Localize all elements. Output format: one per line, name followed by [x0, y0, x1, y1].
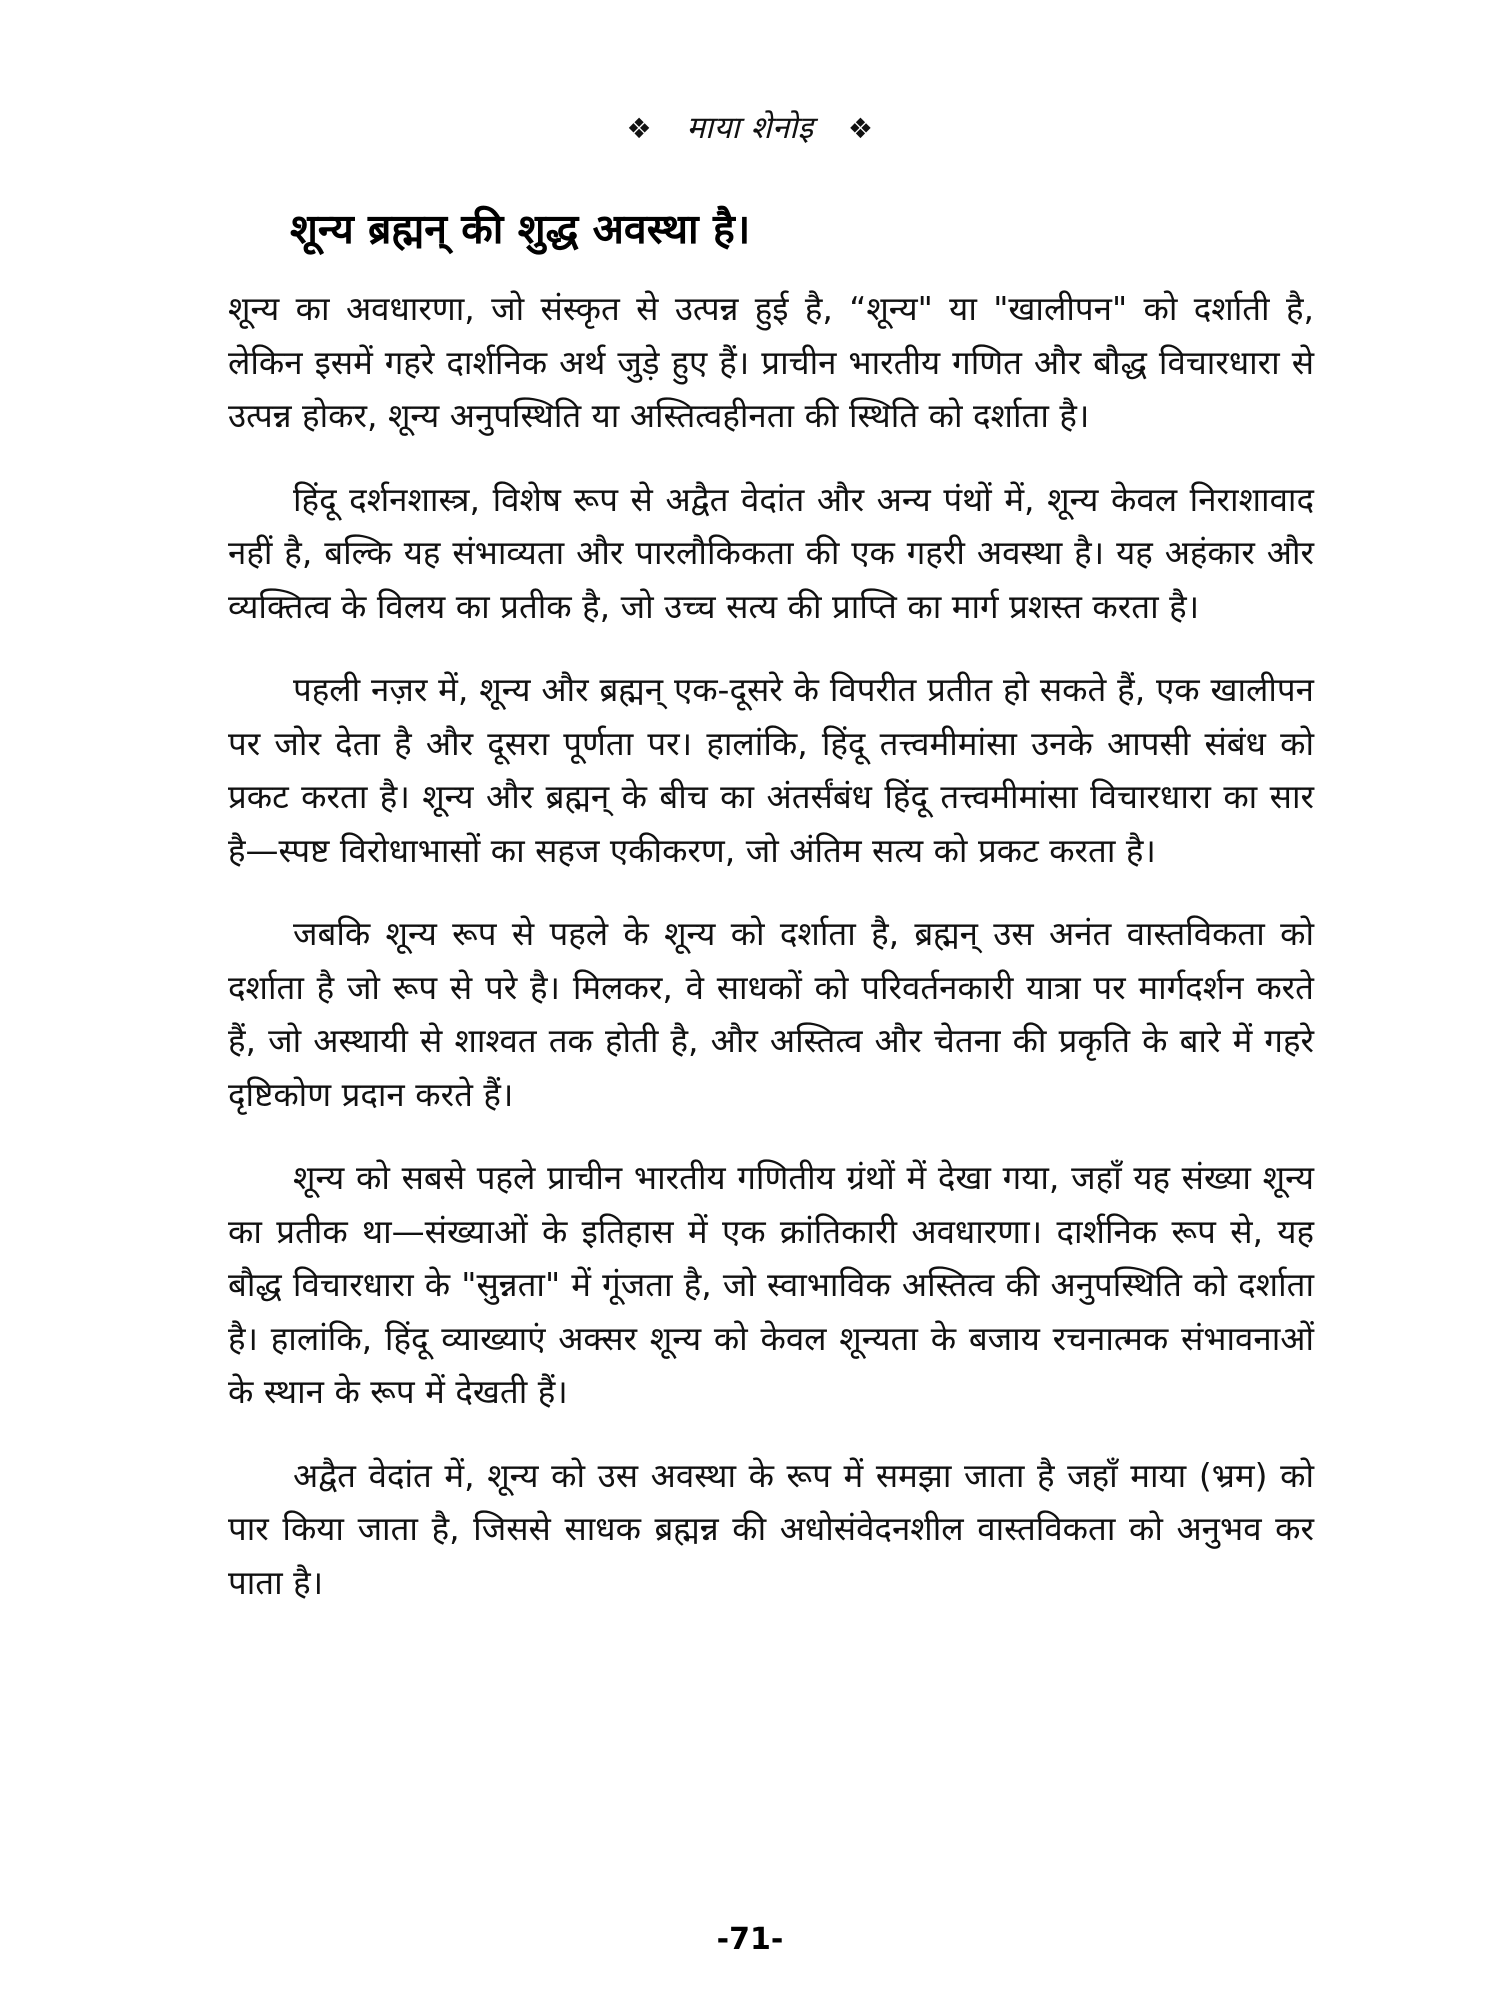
- running-header: [0, 106, 1500, 148]
- author-name: माया शेनोइ: [686, 110, 814, 146]
- page-number: -71-: [716, 1922, 784, 1957]
- paragraph-3: पहली नज़र में, शून्य और ब्रह्मन् एक-दूसरे के विपरीत प्रतीत हो सकते हैं, एक खालीपन पर जोर देता है और दूसरा पूर्णता पर। हालांकि, हिंदू तत्त्वमीमांसा उनके आपसी संबंध को प्रकट करता है। शून्य और ब्रह्मन् के बीच का अंतर्संबंध हिंदू तत्त्वमीमांसा विचारधारा का सार है—स्पष्ट विरोधाभासों का सहज एकीकरण, जो अंतिम सत्य को प्रकट करता है।: [228, 670, 1314, 870]
- paragraph-5: शून्य को सबसे पहले प्राचीन भारतीय गणितीय ग्रंथों में देखा गया, जहाँ यह संख्या शून्य का प्रतीक था—संख्याओं के इतिहास में एक क्रांतिकारी अवधारणा। दार्शनिक रूप से, यह बौद्ध विचारधारा के "सुन्नता" में गूंजता है, जो स्वाभाविक अस्तित्व की अनुपस्थिति को दर्शाता है। हालांकि, हिंदू व्याख्याएं अक्सर शून्य को केवल शून्यता के बजाय रचनात्मक संभावनाओं के स्थान के रूप में देखती हैं।: [228, 1158, 1314, 1411]
- ornament-left-icon: ❖: [626, 112, 653, 145]
- paragraph-4: जबकि शून्य रूप से पहले के शून्य को दर्शाता है, ब्रह्मन् उस अनंत वास्तविकता को दर्शाता है जो रूप से परे है। मिलकर, वे साधकों को परिवर्तनकारी यात्रा पर मार्गदर्शन करते हैं, जो अस्थायी से शाश्वत तक होती है, और अस्तित्व और चेतना की प्रकृति के बारे में गहरे दृष्टिकोण प्रदान करते हैं।: [228, 914, 1314, 1114]
- paragraph-1: शून्य का अवधारणा, जो संस्कृत से उत्पन्न हुई है, “शून्य" या "खालीपन" को दर्शाती है, लेकिन इसमें गहरे दार्शनिक अर्थ जुड़े हुए हैं। प्राचीन भारतीय गणित और बौद्ध विचारधारा से उत्पन्न होकर, शून्य अनुपस्थिति या अस्तित्वहीनता की स्थिति को दर्शाता है।: [228, 289, 1314, 435]
- ornament-right-icon: ❖: [847, 112, 874, 145]
- chapter-title: शून्य ब्रह्मन् की शुद्ध अवस्था है।: [290, 205, 751, 253]
- paragraph-6: अद्वैत वेदांत में, शून्य को उस अवस्था के रूप में समझा जाता है जहाँ माया (भ्रम) को पार किया जाता है, जिससे साधक ब्रह्मन्न की अधोसंवेदनशील वास्तविकता को अनुभव कर पाता है।: [228, 1455, 1314, 1602]
- paragraph-2: हिंदू दर्शनशास्त्र, विशेष रूप से अद्वैत वेदांत और अन्य पंथों में, शून्य केवल निराशावाद नहीं है, बल्कि यह संभाव्यता और पारलौकिकता की एक गहरी अवस्था है। यह अहंकार और व्यक्तित्व के विलय का प्रतीक है, जो उच्च सत्य की प्राप्ति का मार्ग प्रशस्त करता है।: [228, 479, 1314, 626]
- body-text: [228, 282, 1314, 1639]
